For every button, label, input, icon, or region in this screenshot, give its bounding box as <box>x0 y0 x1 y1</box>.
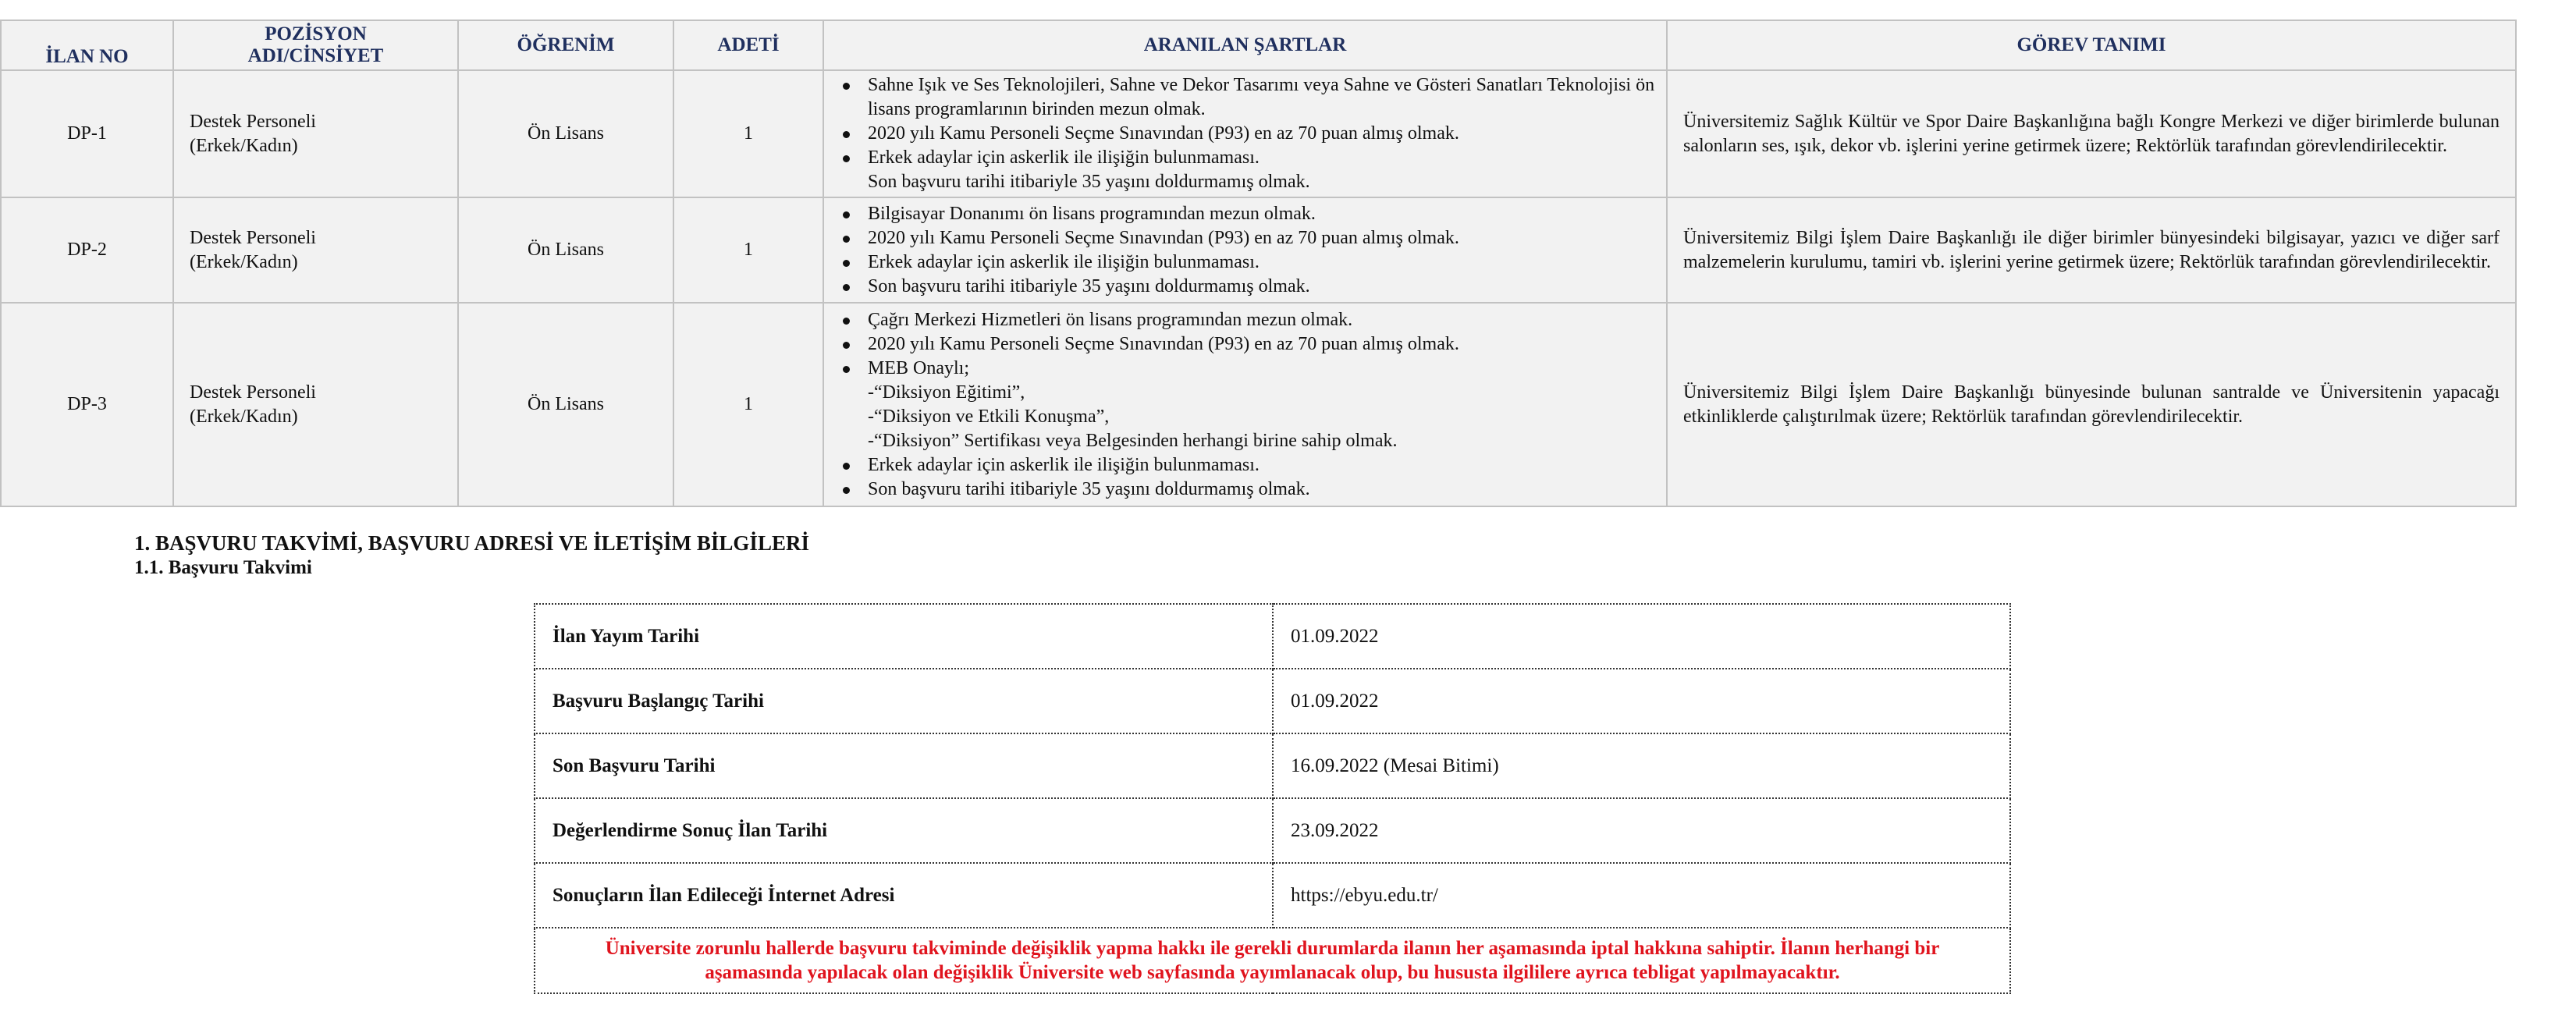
calendar-value: 16.09.2022 (Mesai Bitimi) <box>1273 733 2010 798</box>
requirements-list <box>830 202 1657 299</box>
requirement-item: 2020 yılı Kamu Personeli Seçme Sınavından (P93) en az 70 puan almış olmak. <box>868 332 1657 357</box>
sub-heading: 1.1. Başvuru Takvimi <box>134 557 312 578</box>
requirement-item: 2020 yılı Kamu Personeli Seçme Sınavından (P93) en az 70 puan almış olmak. <box>868 122 1657 146</box>
adeti-cell: 1 <box>673 197 823 303</box>
requirements-cell <box>823 303 1667 506</box>
pozisyon-gender: (Erkek/Kadın) <box>190 135 298 156</box>
calendar-label: Son Başvuru Tarihi <box>535 733 1273 798</box>
ilan-no-cell: DP-2 <box>1 197 173 303</box>
header-pozisyon-line1: POZİSYON <box>265 23 367 44</box>
requirement-subitem: -“Diksiyon” Sertifikası veya Belgesinden herhangi birine sahip olmak. <box>868 430 1398 451</box>
calendar-note-row <box>535 928 2010 993</box>
header-adeti: ADETİ <box>673 20 823 70</box>
pozisyon-name: Destek Personeli <box>190 111 316 132</box>
calendar-value: 23.09.2022 <box>1273 798 2010 863</box>
calendar-row <box>535 604 2010 669</box>
calendar-value: 01.09.2022 <box>1273 669 2010 733</box>
calendar-row <box>535 669 2010 733</box>
adeti-cell: 1 <box>673 70 823 197</box>
pozisyon-cell <box>173 70 458 197</box>
calendar-value: 01.09.2022 <box>1273 604 2010 669</box>
requirement-subitem: -“Diksiyon ve Etkili Konuşma”, <box>868 406 1110 427</box>
table-row <box>1 70 2516 197</box>
requirements-list <box>830 73 1657 194</box>
application-calendar-table <box>534 603 2011 994</box>
header-gorev: GÖREV TANIMI <box>1667 20 2516 70</box>
requirement-item: 2020 yılı Kamu Personeli Seçme Sınavından (P93) en az 70 puan almış olmak. <box>868 226 1657 250</box>
requirement-item: Bilgisayar Donanımı ön lisans programından mezun olmak. <box>868 202 1657 226</box>
gorev-cell: Üniversitemiz Bilgi İşlem Daire Başkanlığı ile diğer birimler bünyesindeki bilgisayar, yazıcı ve diğer sarf malzemelerin kurulumu, tamiri vb. işlerini yerine getirmek üzere; Rektörlük tarafından görevlendirilecektir. <box>1667 197 2516 303</box>
calendar-value: https://ebyu.edu.tr/ <box>1273 863 2010 928</box>
positions-table <box>0 20 2517 507</box>
ilan-no-cell: DP-3 <box>1 303 173 506</box>
pozisyon-gender: (Erkek/Kadın) <box>190 406 298 427</box>
pozisyon-name: Destek Personeli <box>190 227 316 248</box>
calendar-label: Başvuru Başlangıç Tarihi <box>535 669 1273 733</box>
calendar-row <box>535 798 2010 863</box>
gorev-cell: Üniversitemiz Sağlık Kültür ve Spor Daire Başkanlığına bağlı Kongre Merkezi ve diğer birimlerde bulunan salonların ses, ışık, dekor vb. işlerini yerine getirmek üzere; Rektörlük tarafından görevlendirilecektir. <box>1667 70 2516 197</box>
ogrenim-cell: Ön Lisans <box>458 70 673 197</box>
pozisyon-cell <box>173 303 458 506</box>
requirement-item: Son başvuru tarihi itibariyle 35 yaşını doldurmamış olmak. <box>868 172 1310 192</box>
header-sartlar: ARANILAN ŞARTLAR <box>823 20 1667 70</box>
requirement-item: Son başvuru tarihi itibariyle 35 yaşını doldurmamış olmak. <box>868 478 1657 502</box>
requirement-item: Erkek adaylar için askerlik ile ilişiğin bulunmaması. <box>868 250 1657 275</box>
table-header-row <box>1 20 2516 70</box>
header-ogrenim: ÖĞRENİM <box>458 20 673 70</box>
ogrenim-cell: Ön Lisans <box>458 303 673 506</box>
table-row <box>1 197 2516 303</box>
requirement-item: Erkek adaylar için askerlik ile ilişiğin bulunmaması. <box>868 146 1657 170</box>
requirement-subitem: -“Diksiyon Eğitimi”, <box>868 382 1025 403</box>
pozisyon-cell <box>173 197 458 303</box>
calendar-note: Üniversite zorunlu hallerde başvuru takviminde değişiklik yapma hakkı ile gerekli durumlarda ilanın her aşamasında iptal hakkına sahiptir. İlanın herhangi bir aşamasında yapılacak olan değişiklik Üniversite web sayfasında yayımlanacak olup, bu hususta ilgililere ayrıca tebligat yapılmayacaktır. <box>535 928 2010 993</box>
section-heading: 1. BAŞVURU TAKVİMİ, BAŞVURU ADRESİ VE İLETİŞİM BİLGİLERİ <box>134 531 809 555</box>
adeti-cell: 1 <box>673 303 823 506</box>
calendar-label: Sonuçların İlan Edileceği İnternet Adresi <box>535 863 1273 928</box>
pozisyon-gender: (Erkek/Kadın) <box>190 251 298 272</box>
requirements-cell <box>823 197 1667 303</box>
ogrenim-cell: Ön Lisans <box>458 197 673 303</box>
requirement-item: MEB Onaylı; <box>868 357 1657 381</box>
pozisyon-name: Destek Personeli <box>190 382 316 403</box>
requirements-cell <box>823 70 1667 197</box>
requirement-item: Son başvuru tarihi itibariyle 35 yaşını doldurmamış olmak. <box>868 275 1657 299</box>
requirement-item: Erkek adaylar için askerlik ile ilişiğin bulunmaması. <box>868 453 1657 478</box>
table-row <box>1 303 2516 506</box>
gorev-cell: Üniversitemiz Bilgi İşlem Daire Başkanlığı bünyesinde bulunan santralde ve Üniversitenin yapacağı etkinliklerde çalıştırılmak üzere; Rektörlük tarafından görevlendirilecektir. <box>1667 303 2516 506</box>
requirements-list <box>830 308 1657 502</box>
header-pozisyon <box>173 20 458 70</box>
calendar-label: İlan Yayım Tarihi <box>535 604 1273 669</box>
requirement-item: Çağrı Merkezi Hizmetleri ön lisans programından mezun olmak. <box>868 308 1657 332</box>
ilan-no-cell: DP-1 <box>1 70 173 197</box>
calendar-row <box>535 863 2010 928</box>
requirement-item: Sahne Işık ve Ses Teknolojileri, Sahne ve Dekor Tasarımı veya Sahne ve Gösteri Sanatları Teknolojisi ön lisans programlarının birinden mezun olmak. <box>868 73 1657 122</box>
header-ilan-no: İLAN NO <box>1 20 173 70</box>
calendar-row <box>535 733 2010 798</box>
calendar-label: Değerlendirme Sonuç İlan Tarihi <box>535 798 1273 863</box>
header-pozisyon-line2: ADI/CİNSİYET <box>247 45 384 66</box>
